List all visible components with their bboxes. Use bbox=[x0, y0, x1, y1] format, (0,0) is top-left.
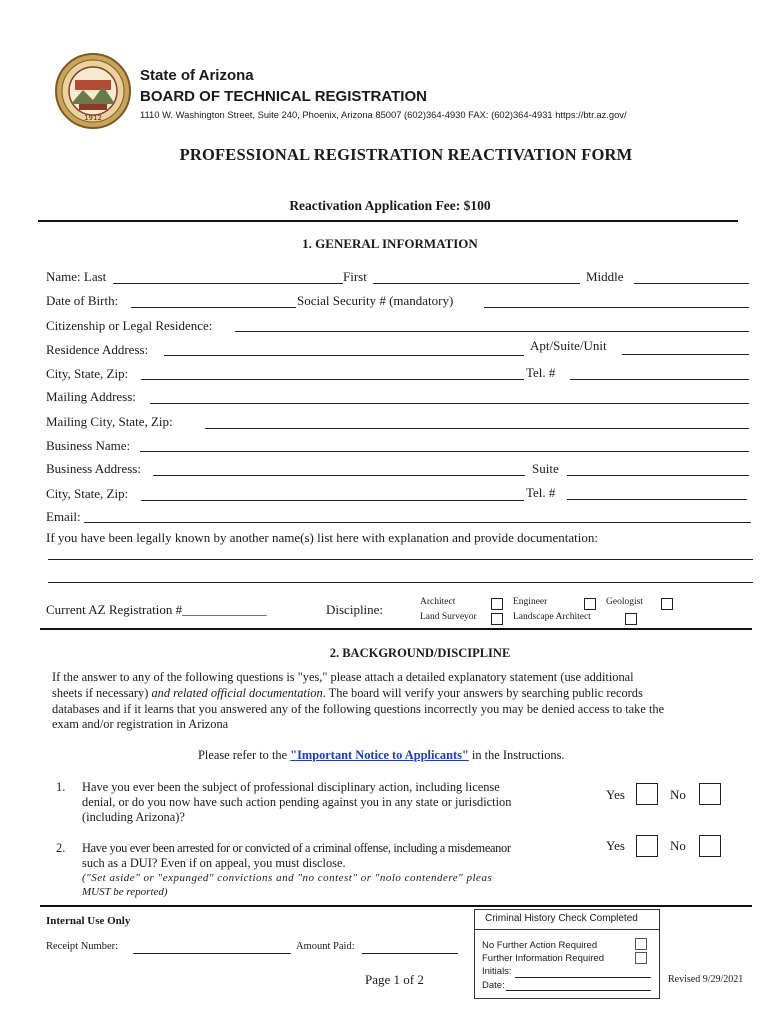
business-city-label: City, State, Zip: bbox=[46, 486, 129, 501]
header-address: 1110 W. Washington Street, Suite 240, Phoenix, Arizona 85007 (602)364-4930 FAX: (602)364-4931 https://btr.az.gov/ bbox=[140, 109, 627, 120]
svg-text:1912: 1912 bbox=[84, 114, 102, 122]
business-name-field[interactable] bbox=[140, 451, 749, 452]
city-state-zip-label: City, State, Zip: bbox=[46, 366, 129, 381]
background-intro-line-3: databases and if it learns that you answered any of the following questions incorrectly you may be denied access to take the bbox=[52, 702, 665, 716]
ssn-field[interactable] bbox=[484, 307, 749, 308]
question-2-line-3: ("Set aside" or "expunged" convictions and "no contest" or "nolo contendere" pleas bbox=[82, 872, 493, 884]
name-last-field[interactable] bbox=[113, 283, 343, 284]
ssn-label: Social Security # (mandatory) bbox=[297, 293, 454, 308]
question-1-no-checkbox[interactable] bbox=[699, 783, 721, 805]
question-1-line-2: denial, or do you now have such action pending against you in any state or jurisdiction bbox=[82, 795, 512, 809]
question-1-number: 1. bbox=[56, 780, 66, 794]
section-divider bbox=[38, 220, 738, 222]
email-label: Email: bbox=[46, 509, 81, 524]
refer-suffix: in the Instructions. bbox=[468, 748, 565, 762]
amount-paid-label: Amount Paid: bbox=[296, 941, 355, 952]
page-number: Page 1 of 2 bbox=[365, 972, 424, 987]
question-1-line-1: Have you ever been the subject of professional disciplinary action, including license bbox=[82, 780, 500, 794]
name-middle-label: Middle bbox=[586, 269, 624, 284]
city-state-zip-field[interactable] bbox=[141, 379, 524, 380]
question-2-line-1: Have you ever been arrested for or convicted of a criminal offense, including a misdemeanor bbox=[82, 841, 511, 855]
current-registration-label: Current AZ Registration #_____________ bbox=[46, 602, 267, 617]
header-state: State of Arizona bbox=[140, 67, 254, 84]
question-2-yes-label: Yes bbox=[606, 838, 625, 853]
residence-address-label: Residence Address: bbox=[46, 342, 149, 357]
other-names-field-1[interactable] bbox=[48, 559, 753, 560]
discipline-architect-label: Architect bbox=[420, 597, 456, 607]
background-intro-line-2 bbox=[52, 686, 643, 702]
refer-prefix: Please refer to the bbox=[198, 748, 291, 762]
amount-paid-field[interactable] bbox=[362, 953, 458, 954]
name-last-label: Name: Last bbox=[46, 269, 107, 284]
mailing-city-field[interactable] bbox=[205, 428, 749, 429]
footer-divider bbox=[40, 905, 752, 907]
discipline-geologist-checkbox[interactable] bbox=[661, 598, 673, 610]
question-2-no-label: No bbox=[670, 838, 686, 853]
residence-address-field[interactable] bbox=[164, 355, 524, 356]
mailing-address-field[interactable] bbox=[150, 403, 749, 404]
seal-icon bbox=[53, 52, 133, 130]
form-title: PROFESSIONAL REGISTRATION REACTIVATION FORM bbox=[179, 145, 633, 164]
discipline-geologist-label: Geologist bbox=[606, 597, 643, 607]
dob-field[interactable] bbox=[131, 307, 296, 308]
discipline-architect-checkbox[interactable] bbox=[491, 598, 503, 610]
question-2-line-2: such as a DUI? Even if on appeal, you must disclose. bbox=[82, 856, 346, 870]
receipt-number-label: Receipt Number: bbox=[46, 941, 119, 952]
apt-label: Apt/Suite/Unit bbox=[530, 338, 607, 353]
name-first-label: First bbox=[343, 269, 367, 284]
further-info-checkbox[interactable] bbox=[635, 952, 647, 964]
discipline-engineer-label: Engineer bbox=[513, 597, 548, 607]
receipt-number-field[interactable] bbox=[133, 953, 291, 954]
discipline-landscape-architect-checkbox[interactable] bbox=[625, 613, 637, 625]
citizenship-field[interactable] bbox=[235, 331, 749, 332]
apt-field[interactable] bbox=[622, 354, 749, 355]
criminal-history-box bbox=[474, 909, 660, 999]
other-names-label: If you have been legally known by another name(s) list here with explanation and provide documentation: bbox=[46, 530, 598, 545]
mailing-city-label: Mailing City, State, Zip: bbox=[46, 414, 173, 429]
intro-line-2-italic: and related official documentation bbox=[151, 686, 323, 700]
no-further-action-label: No Further Action Required bbox=[482, 940, 598, 951]
application-fee: Reactivation Application Fee: $100 bbox=[289, 198, 491, 213]
discipline-land-surveyor-label: Land Surveyor bbox=[420, 612, 477, 622]
initials-field[interactable] bbox=[515, 977, 651, 978]
question-2-no-checkbox[interactable] bbox=[699, 835, 721, 857]
suite-label: Suite bbox=[532, 461, 559, 476]
business-name-label: Business Name: bbox=[46, 438, 131, 453]
refer-notice bbox=[198, 748, 565, 764]
important-notice-link[interactable]: "Important Notice to Applicants" bbox=[290, 748, 469, 762]
discipline-engineer-checkbox[interactable] bbox=[584, 598, 596, 610]
intro-line-2-start: sheets if necessary) bbox=[52, 686, 152, 700]
background-intro-line-1: If the answer to any of the following questions is "yes," please attach a detailed explanatory statement (use additional bbox=[52, 670, 634, 684]
business-tel-label: Tel. # bbox=[526, 485, 556, 500]
citizenship-label: Citizenship or Legal Residence: bbox=[46, 318, 213, 333]
mailing-address-label: Mailing Address: bbox=[46, 389, 136, 404]
internal-use-heading: Internal Use Only bbox=[46, 915, 131, 927]
date-label: Date: bbox=[482, 980, 505, 991]
question-2-number: 2. bbox=[56, 841, 66, 855]
question-2-yes-checkbox[interactable] bbox=[636, 835, 658, 857]
revised-date: Revised 9/29/2021 bbox=[668, 974, 744, 985]
tel-field[interactable] bbox=[570, 379, 749, 380]
no-further-action-checkbox[interactable] bbox=[635, 938, 647, 950]
date-field[interactable] bbox=[506, 990, 651, 991]
initials-label: Initials: bbox=[482, 966, 512, 977]
discipline-landscape-architect-label: Landscape Architect bbox=[513, 612, 591, 622]
suite-field[interactable] bbox=[567, 475, 749, 476]
question-1-no-label: No bbox=[670, 787, 686, 802]
business-address-field[interactable] bbox=[153, 475, 525, 476]
criminal-history-divider bbox=[475, 929, 659, 930]
background-intro-line-4: exam and/or registration in Arizona bbox=[52, 717, 229, 731]
business-city-field[interactable] bbox=[141, 500, 524, 501]
email-field[interactable] bbox=[84, 522, 751, 523]
business-tel-field[interactable] bbox=[567, 499, 747, 500]
arizona-state-seal bbox=[53, 52, 133, 130]
dob-label: Date of Birth: bbox=[46, 293, 119, 308]
criminal-history-heading: Criminal History Check Completed bbox=[485, 913, 638, 924]
discipline-label: Discipline: bbox=[326, 602, 384, 617]
intro-line-2-end: . The board will verify your answers by searching public records bbox=[322, 686, 643, 700]
question-1-yes-label: Yes bbox=[606, 787, 625, 802]
other-names-field-2[interactable] bbox=[48, 582, 753, 583]
question-1-line-3: (including Arizona)? bbox=[82, 810, 185, 824]
discipline-land-surveyor-checkbox[interactable] bbox=[491, 613, 503, 625]
section-2-heading: 2. BACKGROUND/DISCIPLINE bbox=[329, 646, 511, 660]
tel-label: Tel. # bbox=[526, 365, 556, 380]
question-1-yes-checkbox[interactable] bbox=[636, 783, 658, 805]
header-board: BOARD OF TECHNICAL REGISTRATION bbox=[140, 88, 427, 105]
name-middle-field[interactable] bbox=[634, 283, 749, 284]
section-divider-2 bbox=[40, 628, 752, 630]
section-1-heading: 1. GENERAL INFORMATION bbox=[302, 236, 478, 251]
further-info-label: Further Information Required bbox=[482, 953, 604, 964]
business-address-label: Business Address: bbox=[46, 461, 141, 476]
question-2-line-4: MUST be reported) bbox=[82, 886, 168, 898]
name-first-field[interactable] bbox=[373, 283, 580, 284]
